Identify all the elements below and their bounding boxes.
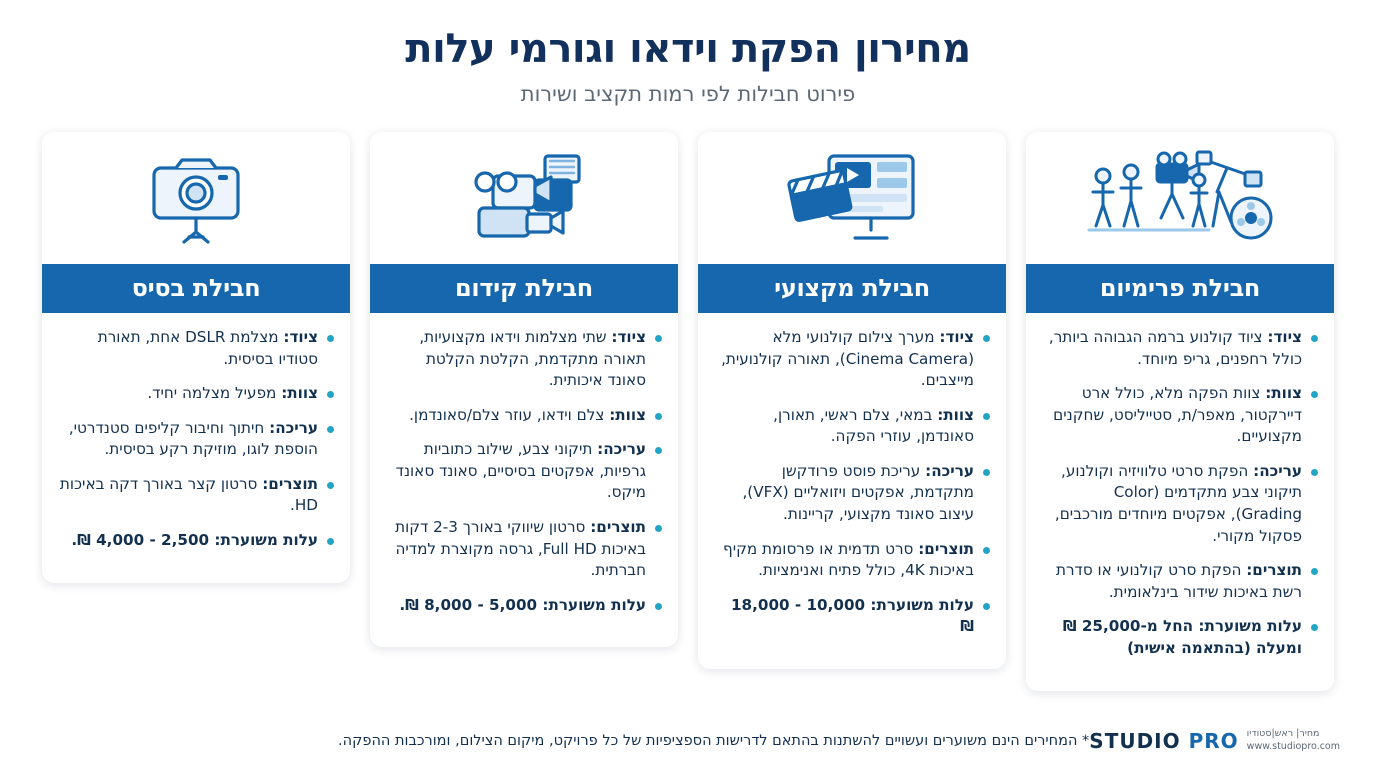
list-item: צוות: צלם וידאו, עוזר צלם/סאונדמן. — [386, 405, 662, 427]
list-item: צוות: צוות הפקה מלא, כולל ארט דיירקטור, מאפר/ת, סטייליסט, שחקנים מקצועיים. — [1042, 383, 1318, 448]
video-camera-light-icon — [370, 132, 678, 264]
list-item: עריכה: חיתוך וחיבור קליפים סטנדרטי, הוספת לוגו, מוזיקת רקע בסיסית. — [58, 418, 334, 461]
card-body-professional — [698, 313, 1006, 669]
card-body-basic — [42, 313, 350, 583]
package-card-basic[interactable] — [42, 132, 350, 583]
package-card-professional[interactable] — [698, 132, 1006, 669]
list-item: תוצרים: סרטון שיווקי באורך 2-3 דקות באיכות Full HD, גרסה מקוצרת למדיה חברתית. — [386, 517, 662, 582]
list-item: עריכה: הפקת סרטי טלוויזיה וקולנוע, תיקוני צבע מתקדמים (Color Grading), אפקטים מיוחדים מורכבים, פסקול מקורי. — [1042, 461, 1318, 547]
page-title: מחירון הפקת וידאו וגורמי עלות — [405, 26, 971, 72]
card-title-promotion: חבילת קידום — [370, 264, 678, 313]
footer — [0, 728, 1376, 754]
package-card-promotion[interactable] — [370, 132, 678, 647]
list-item: ציוד: מערך צילום קולנועי מלא (Cinema Camera), תאורה קולנועית, מייצבים. — [714, 327, 990, 392]
price-item: עלות משוערת: החל מ-25,000 ₪ ומעלה (בהתאמה אישית) — [1042, 616, 1318, 659]
brand-subtext — [1247, 728, 1340, 754]
list-item: תוצרים: סרטון קצר באורך דקה באיכות HD. — [58, 474, 334, 517]
header — [0, 0, 1376, 106]
list-item: עריכה: עריכת פוסט פרודקשן מתקדמת, אפקטים ויזואליים (VFX), עיצוב סאונד מקצועי, קריינות. — [714, 461, 990, 526]
editing-monitor-clapper-icon — [698, 132, 1006, 264]
card-body-premium — [1026, 313, 1334, 691]
brand-line-1: מחיר| ראש|סטודיו — [1246, 728, 1320, 740]
brand-logo — [1089, 728, 1340, 754]
page-subtitle: פירוט חבילות לפי רמות תקציב ושירות — [520, 82, 856, 106]
card-title-professional: חבילת מקצועי — [698, 264, 1006, 313]
list-item: צוות: מפעיל מצלמה יחיד. — [58, 383, 334, 405]
list-item: תוצרים: הפקת סרט קולנועי או סדרת רשת באיכות שידור בינלאומית. — [1042, 560, 1318, 603]
list-item: ציוד: ציוד קולנוע ברמה הגבוהה ביותר, כולל רחפנים, גריפ מיוחד. — [1042, 327, 1318, 370]
brand-pro: PRO — [1188, 729, 1239, 754]
price-item: עלות משוערת: 5,000 - 8,000 ₪. — [386, 595, 662, 617]
list-item: ציוד: שתי מצלמות וידאו מקצועיות, תאורה מתקדמת, הקלטת הקלטת סאונד איכותית. — [386, 327, 662, 392]
list-item: צוות: במאי, צלם ראשי, תאורן, סאונדמן, עוזרי הפקה. — [714, 405, 990, 448]
feature-list — [58, 327, 334, 552]
dslr-camera-icon — [42, 132, 350, 264]
footer-disclaimer: * המחירים הינם משוערים ועשויים להשתנות בהתאם לדרישות הספציפיות של כל פרויקט, מיקום הצילום, ומורכבות ההפקה. — [338, 733, 1090, 750]
brand-studio: STUDIO — [1089, 729, 1181, 754]
feature-list — [386, 327, 662, 616]
card-body-promotion — [370, 313, 678, 647]
brand-line-2: www.studiopro.com — [1246, 741, 1340, 753]
card-title-premium: חבילת פרימיום — [1026, 264, 1334, 313]
package-card-premium[interactable] — [1026, 132, 1334, 691]
feature-list — [714, 327, 990, 638]
list-item: ציוד: מצלמת DSLR אחת, תאורת סטודיו בסיסית. — [58, 327, 334, 370]
feature-list — [1042, 327, 1318, 660]
film-crew-set-icon — [1026, 132, 1334, 264]
list-item: תוצרים: סרט תדמית או פרסומת מקיף באיכות 4K, כולל פתיח ואנימציות. — [714, 539, 990, 582]
price-item: עלות משוערת: 2,500 - 4,000 ₪. — [58, 530, 334, 552]
brand-name — [1089, 729, 1238, 753]
list-item: עריכה: תיקוני צבע, שילוב כתוביות גרפיות, אפקטים בסיסיים, סאונד סאונד מיקס. — [386, 439, 662, 504]
card-title-basic: חבילת בסיס — [42, 264, 350, 313]
package-cards — [0, 132, 1376, 691]
price-item: עלות משוערת: 10,000 - 18,000 ₪ — [714, 595, 990, 638]
